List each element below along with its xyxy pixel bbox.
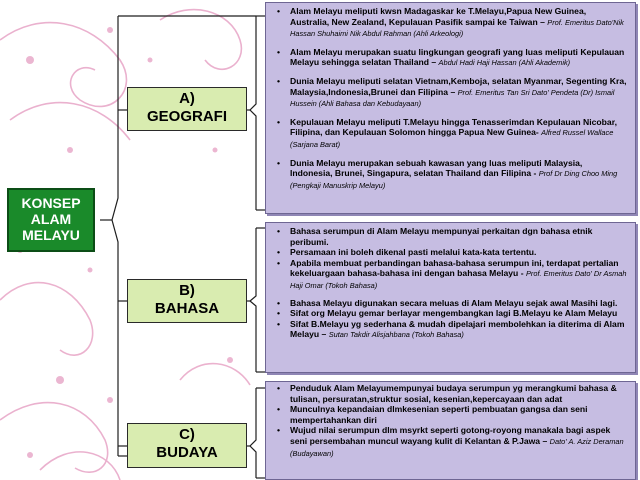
list-item: • Dunia Melayu merupakan sebuah kawasan yang luas meliputi Malaysia, Indonesia, Brunei, Singapura, selatan Thailand dan Filipina - Prof Dr Ding Choo Ming (Pengkaji Manuskrip Melayu) xyxy=(276,158,627,192)
list-item: • Bahasa serumpun di Alam Melayu mempunyai perkaitan dgn bahasa etnik peribumi. xyxy=(276,226,627,247)
list-item: • Bahasa Melayu digunakan secara meluas di Alam Melayu sejak awal Masihi lagi. xyxy=(276,298,627,309)
list-item: • Persamaan ini boleh dikenal pasti melalui kata-kata tertentu. xyxy=(276,247,627,258)
source-citation: Sutan Takdir Alisjahbana (Tokoh Bahasa) xyxy=(328,330,464,340)
root-line: ALAM xyxy=(30,211,72,227)
list-item: • Dunia Melayu meliputi selatan Vietnam,Kemboja, selatan Myanmar, Segenting Kra, Malaysia,Indonesia,Brunei dan Filipina – Prof. Emeritus Tan Sri Dato' Pendeta (Dr) Ismail Hussein (Ahli Bahasa dan Kebudayaan) xyxy=(276,76,627,110)
category-label: GEOGRAFI xyxy=(146,108,227,125)
list-item: • Alam Melayu merupakan suatu lingkungan geografi yang luas meliputi Kepulauan Melayu sehingga selatan Thailand – Abdul Hadi Haji Hassan (Ahli Akademik) xyxy=(276,47,627,69)
list-item: • Sifat B.Melayu yg sederhana & mudah dipelajari membolehkan ia diterima di Alam Melayu – Sutan Takdir Alisjahbana (Tokoh Bahasa) xyxy=(276,319,627,341)
bahasa-panel xyxy=(265,222,636,373)
category-label: BAHASA xyxy=(154,300,220,317)
root-concept-box xyxy=(7,188,95,252)
source-citation: Abdul Hadi Haji Hassan (Ahli Akademik) xyxy=(438,58,571,68)
budaya-panel xyxy=(265,381,636,480)
list-item: • Penduduk Alam Melayumempunyai budaya serumpun yg merangkumi bahasa & tulisan, persuratan,struktur sosial, kesenian,kepercayaan dan adat xyxy=(276,383,627,404)
category-label: C) xyxy=(179,426,195,443)
category-label: A) xyxy=(179,90,195,107)
category-budaya xyxy=(127,423,247,468)
root-line: MELAYU xyxy=(22,227,80,243)
list-item: • Munculnya kepandaian dlmkesenian seperti pembuatan gangsa dan seni mempertahankan diri xyxy=(276,404,627,425)
source-citation: Dato' A. Aziz Deraman (Budayawan) xyxy=(290,436,624,458)
list-item: • Sifat org Melayu gemar berlayar mengembangkan lagi B.Melayu ke Alam Melayu xyxy=(276,308,627,319)
category-label: BUDAYA xyxy=(156,444,218,461)
source-citation: Prof. Emeritus Dato'Nik Hassan Shuhaimi Nik Abdul Rahman (Ahli Arkeologi) xyxy=(290,17,624,39)
list-item: • Alam Melayu meliputi kwsn Madagaskar ke T.Melayu,Papua New Guinea, Australia, New Zealand, Kepulauan Pasifik sampai ke Taiwan – Prof. Emeritus Dato'Nik Hassan Shuhaimi Nik Abdul Rahman (Ahli Arkeologi) xyxy=(276,6,627,40)
list-item: • Kepulauan Melayu meliputi T.Melayu hingga Tenasserimdan Kepulauan Nicobar, Filipina, dan Kepulauan Solomon hingga Papua New Guinea- Alfred Russel Wallace (Sarjana Barat) xyxy=(276,117,627,151)
category-label: B) xyxy=(179,282,195,299)
category-geografi xyxy=(127,87,247,131)
category-bahasa xyxy=(127,279,247,323)
list-item: • Wujud nilai serumpun dlm msyrkt seperti gotong-royong manakala bagi aspek seni persembahan muncul wayang kulit di Kelantan & P.Jawa – Dato' A. Aziz Deraman (Budayawan) xyxy=(276,425,627,459)
source-citation: Prof. Emeritus Tan Sri Dato' Pendeta (Dr) Ismail Hussein (Ahli Bahasa dan Kebudayaan) xyxy=(290,87,615,109)
source-citation: Prof Dr Ding Choo Ming (Pengkaji Manuskrip Melayu) xyxy=(290,169,618,190)
source-citation: Prof. Emeritus Dato' Dr Asmah Haji Omar (Tokoh Bahasa) xyxy=(290,269,627,290)
list-item: • Apabila membuat perbandingan bahasa-bahasa serumpun ini, terdapat pertalian kekeluargaan bahasa-bahasa ini dengan bahasa Melayu - Prof. Emeritus Dato' Dr Asmah Haji Omar (Tokoh Bahasa) xyxy=(276,258,627,292)
source-citation: Alfred Russel Wallace (Sarjana Barat) xyxy=(290,128,614,149)
geografi-panel xyxy=(265,2,636,214)
root-line: KONSEP xyxy=(21,195,81,211)
